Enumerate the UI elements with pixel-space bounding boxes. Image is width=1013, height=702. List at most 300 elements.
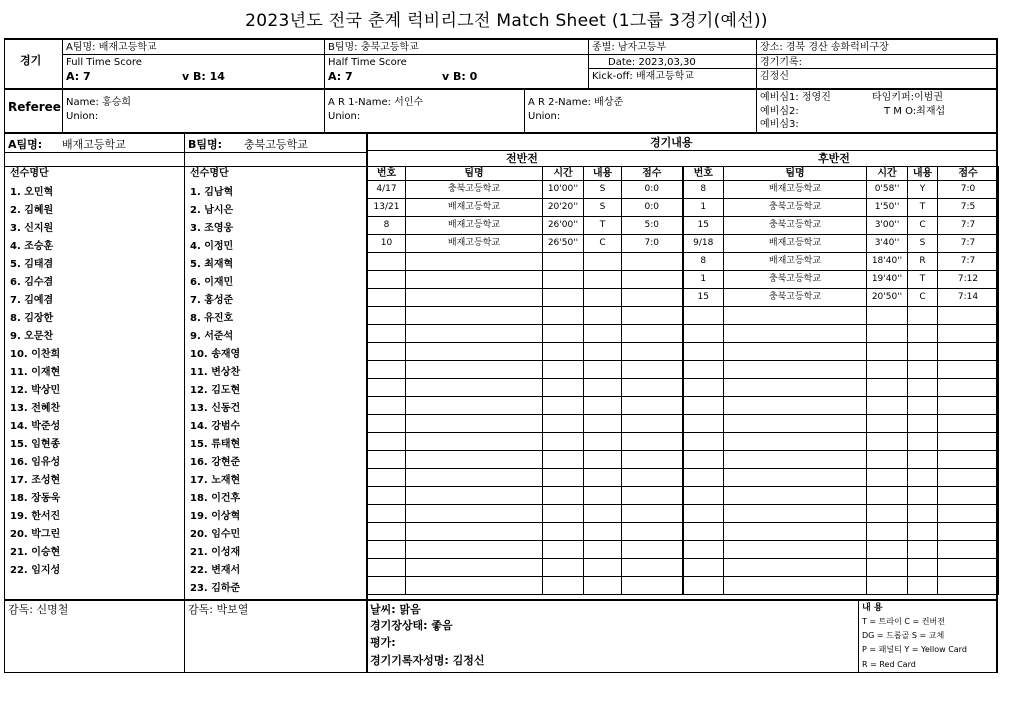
table-cell	[543, 397, 584, 415]
table-cell: 배재고등학교	[724, 253, 867, 271]
table-cell	[622, 289, 683, 307]
table-cell: 26'50''	[543, 235, 584, 253]
table-cell: 0'58''	[867, 181, 908, 199]
table-cell	[683, 577, 724, 595]
legend-line-4: R = Red Card	[862, 660, 916, 669]
table-cell: 3'40''	[867, 235, 908, 253]
table-cell: 7:14	[938, 289, 999, 307]
table-cell	[867, 487, 908, 505]
reserve-3: 예비심3:	[760, 119, 799, 130]
table-cell	[938, 541, 999, 559]
full-time-a: A: 7	[66, 70, 91, 83]
table-cell	[622, 325, 683, 343]
referee-union: Union:	[66, 111, 99, 122]
table-cell	[908, 433, 938, 451]
table-cell	[368, 253, 406, 271]
table-cell	[724, 361, 867, 379]
player-name: 11. 변상찬	[190, 367, 241, 378]
match-date: Date: 2023,03,30	[608, 57, 696, 68]
player-name: 9. 오문찬	[10, 331, 54, 342]
table-cell	[543, 433, 584, 451]
divider	[324, 38, 325, 90]
table-cell: T	[908, 199, 938, 217]
team-a-label: A팀명:	[8, 138, 43, 151]
table-cell	[543, 487, 584, 505]
divider	[756, 38, 757, 134]
table-cell	[584, 541, 622, 559]
table-cell	[584, 469, 622, 487]
player-name: 19. 이상혁	[190, 511, 241, 522]
referee-label: Referee	[8, 100, 61, 114]
table-cell	[584, 397, 622, 415]
table-cell	[908, 415, 938, 433]
table-cell	[724, 397, 867, 415]
table-cell	[368, 487, 406, 505]
table-cell	[368, 451, 406, 469]
table-row	[368, 199, 999, 217]
table-cell	[368, 505, 406, 523]
table-cell	[867, 397, 908, 415]
table-cell	[543, 577, 584, 595]
divider	[4, 166, 366, 167]
table-cell	[683, 541, 724, 559]
frame-top	[4, 38, 998, 40]
table-row	[368, 451, 999, 469]
team-a-players	[10, 184, 182, 580]
player-name: 19. 한서진	[10, 511, 61, 522]
table-cell	[908, 343, 938, 361]
table-row	[368, 433, 999, 451]
table-cell	[622, 505, 683, 523]
table-cell	[683, 559, 724, 577]
table-cell: 배재고등학교	[406, 199, 543, 217]
player-name: 10. 이찬희	[10, 349, 61, 360]
player-name: 23. 김하준	[190, 583, 241, 594]
table-cell	[406, 289, 543, 307]
table-cell	[584, 343, 622, 361]
table-cell	[908, 487, 938, 505]
table-cell	[622, 307, 683, 325]
table-cell	[938, 397, 999, 415]
column-header: 팀명	[406, 167, 543, 181]
team-b-label: B팀명:	[188, 138, 223, 151]
table-cell	[724, 577, 867, 595]
table-cell	[867, 307, 908, 325]
player-name: 8. 김장한	[10, 313, 54, 324]
table-cell: 7:7	[938, 217, 999, 235]
table-cell: 7:0	[622, 235, 683, 253]
table-cell: 15	[683, 217, 724, 235]
game-content-header: 경기내용	[650, 136, 693, 149]
table-cell	[683, 325, 724, 343]
table-cell	[908, 559, 938, 577]
table-cell	[938, 523, 999, 541]
ar2-name: A R 2-Name: 배상준	[528, 97, 624, 108]
player-name: 12. 김도현	[190, 385, 241, 396]
table-cell	[724, 487, 867, 505]
player-name: 17. 조성현	[10, 475, 61, 486]
table-cell: C	[584, 235, 622, 253]
table-cell	[867, 559, 908, 577]
timekeeper: 타임키퍼:이범권	[872, 92, 943, 103]
player-name: 2. 김혜원	[10, 205, 54, 216]
column-header: 점수	[938, 167, 999, 181]
table-cell: 13/21	[368, 199, 406, 217]
coach-b: 감독: 박보열	[188, 603, 249, 616]
table-cell	[867, 325, 908, 343]
kickoff: Kick-off: 배재고등학교	[592, 71, 694, 82]
table-cell	[938, 325, 999, 343]
table-cell	[584, 523, 622, 541]
divider	[4, 88, 998, 90]
table-cell: 1	[683, 271, 724, 289]
table-cell	[938, 379, 999, 397]
player-name: 13. 전혜찬	[10, 403, 61, 414]
team-a-name: A팀명: 배재고등학교	[66, 42, 157, 53]
table-cell	[622, 487, 683, 505]
player-name: 4. 조승훈	[10, 241, 54, 252]
table-cell	[683, 523, 724, 541]
roster-header-b: 선수명단	[190, 168, 229, 179]
table-cell: 18'40''	[867, 253, 908, 271]
player-name: 7. 홍성준	[190, 295, 234, 306]
table-cell: S	[908, 235, 938, 253]
table-row	[368, 523, 999, 541]
table-cell	[584, 559, 622, 577]
full-time-b: v B: 14	[182, 70, 225, 83]
table-cell: 배재고등학교	[406, 235, 543, 253]
player-name: 14. 박준성	[10, 421, 61, 432]
table-cell	[622, 541, 683, 559]
divider	[588, 68, 756, 69]
table-cell: 1	[683, 199, 724, 217]
table-cell: 충북고등학교	[724, 289, 867, 307]
evaluation: 평가:	[370, 636, 396, 649]
player-name: 22. 임지성	[10, 565, 61, 576]
divider	[184, 134, 185, 600]
table-cell	[622, 451, 683, 469]
divider	[184, 599, 185, 673]
table-cell	[938, 433, 999, 451]
table-cell: 충북고등학교	[724, 199, 867, 217]
team-b-players	[190, 184, 362, 598]
column-header: 내용	[908, 167, 938, 181]
table-row	[368, 181, 999, 199]
category: 종별: 남자고등부	[592, 42, 667, 53]
table-cell	[543, 253, 584, 271]
table-cell	[406, 325, 543, 343]
table-cell	[938, 559, 999, 577]
player-name: 22. 변재서	[190, 565, 241, 576]
divider	[62, 38, 63, 90]
table-row	[368, 541, 999, 559]
table-row	[368, 397, 999, 415]
divider	[366, 150, 998, 151]
table-row	[368, 307, 999, 325]
divider	[62, 54, 756, 55]
table-cell	[908, 361, 938, 379]
player-name: 15. 류태현	[190, 439, 241, 450]
column-header: 팀명	[724, 167, 867, 181]
table-row	[368, 505, 999, 523]
table-cell	[543, 343, 584, 361]
column-header: 번호	[368, 167, 406, 181]
player-name: 1. 오민혁	[10, 187, 54, 198]
table-row	[368, 577, 999, 595]
table-cell	[406, 469, 543, 487]
table-cell	[908, 469, 938, 487]
table-cell	[724, 523, 867, 541]
player-name: 16. 임유성	[10, 457, 61, 468]
table-cell: 5:0	[622, 217, 683, 235]
table-cell	[543, 379, 584, 397]
table-row	[368, 325, 999, 343]
table-cell: C	[908, 217, 938, 235]
table-cell: 8	[683, 253, 724, 271]
table-cell: 1'50''	[867, 199, 908, 217]
table-cell	[867, 415, 908, 433]
table-cell	[368, 397, 406, 415]
legend-line-3: P = 패널티 Y = Yellow Card	[862, 645, 967, 654]
table-cell	[584, 307, 622, 325]
table-cell: 7:0	[938, 181, 999, 199]
player-name: 9. 서준석	[190, 331, 234, 342]
divider	[62, 88, 63, 134]
table-cell	[543, 361, 584, 379]
table-cell	[622, 559, 683, 577]
column-header: 점수	[622, 167, 683, 181]
player-name: 1. 김남혁	[190, 187, 234, 198]
table-cell	[406, 487, 543, 505]
table-cell	[543, 451, 584, 469]
player-name: 20. 박그린	[10, 529, 61, 540]
legend-line-1: T = 트라이 C = 컨버젼	[862, 617, 945, 626]
player-name: 14. 강범수	[190, 421, 241, 432]
table-cell	[724, 469, 867, 487]
player-name: 6. 김수겸	[10, 277, 54, 288]
player-name: 12. 박상민	[10, 385, 61, 396]
table-cell: 20'50''	[867, 289, 908, 307]
table-cell	[368, 361, 406, 379]
team-a-roster-name: 배재고등학교	[62, 138, 126, 151]
table-cell	[683, 415, 724, 433]
table-cell	[724, 541, 867, 559]
table-cell	[406, 307, 543, 325]
table-cell	[584, 415, 622, 433]
table-cell	[543, 271, 584, 289]
player-name: 17. 노재현	[190, 475, 241, 486]
table-cell	[867, 523, 908, 541]
recorder-signature: 경기기록자성명: 김정신	[370, 654, 485, 667]
player-name: 18. 이건후	[190, 493, 241, 504]
table-cell	[938, 415, 999, 433]
table-cell: 9/18	[683, 235, 724, 253]
table-cell	[724, 307, 867, 325]
ar2-union: Union:	[528, 111, 561, 122]
table-cell: S	[584, 181, 622, 199]
table-cell	[683, 433, 724, 451]
table-cell	[938, 307, 999, 325]
table-cell	[938, 451, 999, 469]
table-cell	[368, 559, 406, 577]
table-row	[368, 361, 999, 379]
table-cell: 20'20''	[543, 199, 584, 217]
table-cell: 19'40''	[867, 271, 908, 289]
divider	[324, 88, 325, 134]
column-header: 내용	[584, 167, 622, 181]
table-cell	[584, 577, 622, 595]
divider	[588, 38, 589, 90]
table-cell	[622, 361, 683, 379]
table-cell: 배재고등학교	[724, 235, 867, 253]
table-cell	[938, 577, 999, 595]
table-cell	[584, 361, 622, 379]
table-cell	[368, 415, 406, 433]
table-cell	[584, 451, 622, 469]
table-cell: 0:0	[622, 199, 683, 217]
half-time-label: Half Time Score	[328, 57, 407, 68]
column-header: 시간	[867, 167, 908, 181]
table-cell	[368, 433, 406, 451]
table-row	[368, 235, 999, 253]
table-cell	[622, 469, 683, 487]
reserve-2: 예비심2:	[760, 106, 799, 117]
table-cell	[724, 433, 867, 451]
player-name: 4. 이정민	[190, 241, 234, 252]
table-cell: 충북고등학교	[724, 271, 867, 289]
table-cell: 7:7	[938, 235, 999, 253]
second-half-header: 후반전	[818, 152, 850, 165]
table-cell	[543, 469, 584, 487]
table-row	[368, 559, 999, 577]
table-cell	[406, 271, 543, 289]
table-cell	[622, 253, 683, 271]
table-cell	[683, 469, 724, 487]
table-cell	[543, 559, 584, 577]
page-title: 2023년도 전국 춘계 럭비리그전 Match Sheet (1그룹 3경기(예선))	[245, 11, 768, 31]
table-cell	[622, 523, 683, 541]
table-cell	[406, 343, 543, 361]
half-time-b: v B: 0	[442, 70, 478, 83]
table-cell: 충북고등학교	[406, 181, 543, 199]
table-cell	[543, 325, 584, 343]
player-name: 10. 송재영	[190, 349, 241, 360]
table-cell: 3'00''	[867, 217, 908, 235]
table-cell	[406, 559, 543, 577]
recorder-name: 김정신	[760, 71, 789, 82]
table-cell	[724, 505, 867, 523]
divider	[858, 599, 859, 673]
table-cell: 7:7	[938, 253, 999, 271]
player-name: 21. 이승현	[10, 547, 61, 558]
tmo: T M O:최재섭	[884, 106, 946, 117]
table-cell	[908, 541, 938, 559]
table-cell	[406, 577, 543, 595]
table-cell	[683, 487, 724, 505]
table-cell: 0:0	[622, 181, 683, 199]
table-cell	[908, 451, 938, 469]
table-cell	[867, 343, 908, 361]
recorder-label: 경기기록:	[760, 57, 803, 68]
table-cell	[406, 541, 543, 559]
table-cell	[908, 505, 938, 523]
player-name: 5. 김태겸	[10, 259, 54, 270]
legend-line-2: DG = 드롭골 S = 교체	[862, 631, 945, 640]
table-cell	[867, 577, 908, 595]
table-cell	[622, 343, 683, 361]
table-cell	[683, 307, 724, 325]
table-cell	[368, 577, 406, 595]
table-cell	[938, 361, 999, 379]
divider	[4, 152, 366, 153]
table-cell	[406, 397, 543, 415]
player-name: 3. 신지원	[10, 223, 54, 234]
table-cell	[406, 415, 543, 433]
match-label: 경기	[20, 54, 42, 67]
divider	[4, 599, 998, 601]
table-cell	[867, 379, 908, 397]
table-cell	[368, 541, 406, 559]
table-row	[368, 469, 999, 487]
player-name: 3. 조영웅	[190, 223, 234, 234]
divider	[524, 88, 525, 134]
column-header: 시간	[543, 167, 584, 181]
table-cell	[622, 397, 683, 415]
table-cell: 7:5	[938, 199, 999, 217]
player-name: 21. 이성재	[190, 547, 241, 558]
coach-a: 감독: 신명철	[8, 603, 69, 616]
legend-title: 내 용	[862, 603, 883, 613]
table-cell	[584, 433, 622, 451]
table-cell: 8	[368, 217, 406, 235]
table-cell	[724, 343, 867, 361]
table-cell	[908, 397, 938, 415]
venue: 장소: 경북 경산 송화럭비구장	[760, 42, 889, 53]
table-cell	[584, 379, 622, 397]
player-name: 2. 남시은	[190, 205, 234, 216]
table-cell: 배재고등학교	[724, 181, 867, 199]
table-cell	[584, 505, 622, 523]
table-cell: Y	[908, 181, 938, 199]
table-cell	[908, 325, 938, 343]
ar1-union: Union:	[328, 111, 361, 122]
table-cell	[406, 523, 543, 541]
table-cell	[368, 343, 406, 361]
table-cell	[584, 325, 622, 343]
table-row	[368, 217, 999, 235]
table-cell	[406, 451, 543, 469]
table-cell	[543, 541, 584, 559]
table-cell: 10	[368, 235, 406, 253]
reserve-1: 예비심1: 정영진	[760, 92, 831, 103]
table-cell	[543, 415, 584, 433]
ground-condition: 경기장상태: 좋음	[370, 619, 453, 632]
table-cell	[683, 397, 724, 415]
table-cell	[908, 379, 938, 397]
table-cell: S	[584, 199, 622, 217]
full-time-label: Full Time Score	[66, 57, 142, 68]
table-cell	[867, 433, 908, 451]
table-cell: 7:12	[938, 271, 999, 289]
table-row	[368, 253, 999, 271]
player-name: 6. 이재민	[190, 277, 234, 288]
table-cell	[683, 361, 724, 379]
table-cell	[683, 379, 724, 397]
table-row	[368, 379, 999, 397]
table-cell: 15	[683, 289, 724, 307]
table-cell	[368, 325, 406, 343]
column-header: 번호	[683, 167, 724, 181]
